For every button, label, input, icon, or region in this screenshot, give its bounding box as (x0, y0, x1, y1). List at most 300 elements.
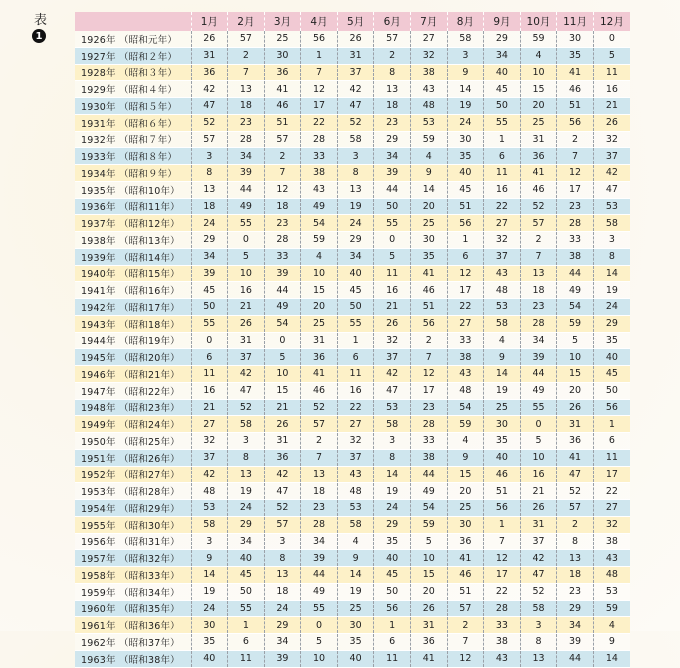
value-cell: 57 (301, 416, 338, 433)
value-cell: 14 (593, 650, 630, 667)
header-month-11: 11月 (557, 12, 594, 31)
value-cell: 13 (301, 466, 338, 483)
value-cell: 29 (374, 516, 411, 533)
value-cell: 37 (228, 349, 265, 366)
value-cell: 8 (228, 449, 265, 466)
table-row (75, 449, 630, 466)
value-cell: 1 (593, 416, 630, 433)
value-cell: 18 (264, 198, 301, 215)
value-cell: 35 (593, 332, 630, 349)
value-cell: 56 (484, 500, 521, 517)
value-cell: 13 (228, 81, 265, 98)
value-cell: 50 (337, 299, 374, 316)
value-cell: 43 (593, 550, 630, 567)
value-cell: 7 (520, 248, 557, 265)
year-cell: 1926年 （昭和元年） (75, 31, 191, 47)
value-cell: 4 (520, 47, 557, 64)
value-cell: 40 (337, 265, 374, 282)
value-cell: 56 (557, 114, 594, 131)
value-cell: 30 (557, 31, 594, 47)
value-cell: 10 (410, 550, 447, 567)
value-cell: 5 (228, 248, 265, 265)
value-cell: 46 (264, 98, 301, 115)
table-row (75, 181, 630, 198)
value-cell: 13 (374, 81, 411, 98)
value-cell: 49 (264, 299, 301, 316)
value-cell: 23 (301, 500, 338, 517)
value-cell: 40 (593, 349, 630, 366)
value-cell: 24 (191, 215, 228, 232)
value-cell: 34 (557, 617, 594, 634)
value-cell: 31 (228, 332, 265, 349)
value-cell: 53 (337, 500, 374, 517)
value-cell: 10 (520, 64, 557, 81)
value-cell: 45 (228, 567, 265, 584)
value-cell: 23 (557, 583, 594, 600)
value-cell: 52 (337, 114, 374, 131)
value-cell: 34 (301, 533, 338, 550)
value-cell: 9 (593, 634, 630, 651)
value-cell: 55 (520, 399, 557, 416)
table-number-badge: 1 (32, 29, 46, 43)
value-cell: 7 (264, 165, 301, 182)
value-cell: 24 (191, 600, 228, 617)
year-cell: 1955年 （昭和30年） (75, 516, 191, 533)
value-cell: 46 (410, 282, 447, 299)
value-cell: 13 (191, 181, 228, 198)
value-cell: 36 (520, 148, 557, 165)
value-cell: 56 (301, 31, 338, 47)
year-cell: 1937年 （昭和12年） (75, 215, 191, 232)
value-cell: 2 (228, 47, 265, 64)
value-cell: 8 (520, 634, 557, 651)
value-cell: 50 (374, 583, 411, 600)
value-cell: 25 (447, 500, 484, 517)
value-cell: 19 (447, 98, 484, 115)
value-cell: 44 (557, 650, 594, 667)
value-cell: 2 (447, 617, 484, 634)
value-cell: 12 (410, 366, 447, 383)
value-cell: 54 (447, 399, 484, 416)
value-cell: 38 (301, 165, 338, 182)
value-cell: 59 (557, 315, 594, 332)
value-cell: 36 (301, 349, 338, 366)
value-cell: 16 (228, 282, 265, 299)
table-row (75, 265, 630, 282)
value-cell: 11 (228, 650, 265, 667)
value-cell: 28 (520, 315, 557, 332)
value-cell: 37 (374, 349, 411, 366)
year-cell: 1930年 （昭和５年） (75, 98, 191, 115)
value-cell: 46 (484, 466, 521, 483)
value-cell: 10 (228, 265, 265, 282)
value-cell: 40 (374, 550, 411, 567)
value-cell: 0 (374, 232, 411, 249)
value-cell: 58 (520, 600, 557, 617)
value-cell: 9 (447, 449, 484, 466)
year-cell: 1933年 （昭和８年） (75, 148, 191, 165)
value-cell: 28 (557, 215, 594, 232)
value-cell: 26 (264, 416, 301, 433)
table-row (75, 148, 630, 165)
value-cell: 7 (228, 64, 265, 81)
value-cell: 23 (264, 215, 301, 232)
value-cell: 3 (374, 433, 411, 450)
year-cell: 1956年 （昭和31年） (75, 533, 191, 550)
year-cell: 1950年 （昭和25年） (75, 433, 191, 450)
value-cell: 27 (447, 315, 484, 332)
value-cell: 5 (374, 248, 411, 265)
value-cell: 13 (557, 550, 594, 567)
table-row (75, 98, 630, 115)
value-cell: 18 (301, 483, 338, 500)
table-row (75, 31, 630, 47)
value-cell: 24 (228, 500, 265, 517)
value-cell: 42 (593, 165, 630, 182)
value-cell: 34 (264, 634, 301, 651)
value-cell: 3 (520, 617, 557, 634)
value-cell: 31 (337, 47, 374, 64)
value-cell: 55 (191, 315, 228, 332)
year-cell: 1945年 （昭和20年） (75, 349, 191, 366)
value-cell: 35 (374, 533, 411, 550)
table-row (75, 332, 630, 349)
value-cell: 7 (301, 64, 338, 81)
value-cell: 11 (374, 265, 411, 282)
value-cell: 44 (410, 466, 447, 483)
value-cell: 57 (374, 31, 411, 47)
value-cell: 14 (374, 466, 411, 483)
value-cell: 36 (410, 634, 447, 651)
table-row (75, 634, 630, 651)
value-cell: 59 (447, 416, 484, 433)
year-cell: 1941年 （昭和16年） (75, 282, 191, 299)
value-cell: 8 (337, 165, 374, 182)
value-cell: 41 (447, 550, 484, 567)
value-cell: 34 (337, 248, 374, 265)
value-cell: 39 (264, 265, 301, 282)
value-cell: 8 (374, 449, 411, 466)
value-cell: 11 (593, 64, 630, 81)
value-cell: 37 (520, 533, 557, 550)
value-cell: 8 (191, 165, 228, 182)
value-cell: 4 (447, 433, 484, 450)
value-cell: 17 (410, 382, 447, 399)
value-cell: 50 (228, 583, 265, 600)
value-cell: 4 (593, 617, 630, 634)
value-cell: 35 (410, 248, 447, 265)
value-cell: 50 (374, 198, 411, 215)
value-cell: 20 (447, 483, 484, 500)
value-cell: 1 (337, 332, 374, 349)
value-cell: 38 (484, 634, 521, 651)
value-cell: 19 (337, 198, 374, 215)
value-cell: 27 (484, 215, 521, 232)
header-month-1: 1月 (191, 12, 228, 31)
value-cell: 8 (593, 248, 630, 265)
value-cell: 30 (264, 47, 301, 64)
value-cell: 24 (447, 114, 484, 131)
value-cell: 35 (447, 148, 484, 165)
value-cell: 21 (593, 98, 630, 115)
value-cell: 17 (484, 567, 521, 584)
value-cell: 32 (337, 433, 374, 450)
value-cell: 15 (557, 366, 594, 383)
value-cell: 20 (410, 583, 447, 600)
value-cell: 58 (191, 516, 228, 533)
value-cell: 39 (264, 650, 301, 667)
value-cell: 1 (484, 131, 521, 148)
value-cell: 50 (484, 98, 521, 115)
value-cell: 32 (593, 516, 630, 533)
value-cell: 17 (301, 98, 338, 115)
value-cell: 26 (191, 31, 228, 47)
value-cell: 17 (593, 466, 630, 483)
year-cell: 1938年 （昭和13年） (75, 232, 191, 249)
year-cell: 1940年 （昭和15年） (75, 265, 191, 282)
value-cell: 40 (228, 550, 265, 567)
header-month-4: 4月 (301, 12, 338, 31)
year-month-table (75, 12, 630, 668)
value-cell: 6 (191, 349, 228, 366)
value-cell: 30 (337, 617, 374, 634)
value-cell: 46 (520, 181, 557, 198)
value-cell: 34 (228, 148, 265, 165)
value-cell: 20 (557, 382, 594, 399)
value-cell: 39 (520, 349, 557, 366)
value-cell: 1 (374, 617, 411, 634)
value-cell: 28 (484, 600, 521, 617)
value-cell: 2 (264, 148, 301, 165)
value-cell: 10 (301, 265, 338, 282)
value-cell: 52 (191, 114, 228, 131)
value-cell: 38 (410, 64, 447, 81)
table-row (75, 567, 630, 584)
value-cell: 9 (337, 550, 374, 567)
value-cell: 58 (593, 215, 630, 232)
value-cell: 55 (374, 215, 411, 232)
value-cell: 39 (228, 165, 265, 182)
value-cell: 44 (557, 265, 594, 282)
value-cell: 3 (337, 148, 374, 165)
value-cell: 46 (557, 81, 594, 98)
value-cell: 14 (447, 81, 484, 98)
value-cell: 0 (520, 416, 557, 433)
value-cell: 57 (191, 131, 228, 148)
header-month-10: 10月 (520, 12, 557, 31)
value-cell: 15 (410, 567, 447, 584)
value-cell: 12 (557, 165, 594, 182)
value-cell: 19 (228, 483, 265, 500)
value-cell: 48 (410, 98, 447, 115)
year-cell: 1949年 （昭和24年） (75, 416, 191, 433)
value-cell: 6 (447, 248, 484, 265)
table-label (32, 14, 58, 43)
year-cell: 1953年 （昭和28年） (75, 483, 191, 500)
value-cell: 37 (337, 64, 374, 81)
value-cell: 57 (264, 516, 301, 533)
value-cell: 59 (520, 31, 557, 47)
value-cell: 29 (264, 617, 301, 634)
value-cell: 45 (447, 181, 484, 198)
value-cell: 32 (593, 131, 630, 148)
value-cell: 7 (447, 634, 484, 651)
value-cell: 42 (228, 366, 265, 383)
value-cell: 26 (374, 315, 411, 332)
value-cell: 5 (593, 47, 630, 64)
value-cell: 24 (374, 500, 411, 517)
value-cell: 56 (374, 600, 411, 617)
value-cell: 43 (447, 366, 484, 383)
value-cell: 6 (337, 349, 374, 366)
year-cell: 1944年 （昭和19年） (75, 332, 191, 349)
value-cell: 31 (557, 416, 594, 433)
year-cell: 1962年 （昭和37年） (75, 634, 191, 651)
value-cell: 53 (593, 198, 630, 215)
year-cell: 1942年 （昭和17年） (75, 299, 191, 316)
value-cell: 29 (593, 315, 630, 332)
value-cell: 18 (557, 567, 594, 584)
value-cell: 28 (228, 131, 265, 148)
value-cell: 54 (301, 215, 338, 232)
value-cell: 54 (410, 500, 447, 517)
value-cell: 42 (264, 466, 301, 483)
value-cell: 43 (484, 650, 521, 667)
value-cell: 2 (410, 332, 447, 349)
value-cell: 45 (337, 282, 374, 299)
value-cell: 25 (301, 315, 338, 332)
value-cell: 3 (191, 533, 228, 550)
value-cell: 53 (593, 583, 630, 600)
table-row (75, 583, 630, 600)
value-cell: 42 (191, 466, 228, 483)
value-cell: 27 (337, 416, 374, 433)
header-month-2: 2月 (228, 12, 265, 31)
value-cell: 41 (410, 265, 447, 282)
year-cell: 1963年 （昭和38年） (75, 650, 191, 667)
value-cell: 22 (301, 114, 338, 131)
value-cell: 35 (557, 47, 594, 64)
year-cell: 1927年 （昭和２年） (75, 47, 191, 64)
value-cell: 46 (447, 567, 484, 584)
value-cell: 7 (484, 533, 521, 550)
value-cell: 12 (484, 550, 521, 567)
value-cell: 16 (374, 282, 411, 299)
table-row (75, 232, 630, 249)
value-cell: 18 (520, 282, 557, 299)
value-cell: 37 (191, 449, 228, 466)
value-cell: 23 (228, 114, 265, 131)
value-cell: 23 (557, 198, 594, 215)
value-cell: 34 (484, 47, 521, 64)
value-cell: 12 (447, 265, 484, 282)
value-cell: 5 (410, 533, 447, 550)
value-cell: 51 (410, 299, 447, 316)
value-cell: 37 (593, 148, 630, 165)
value-cell: 17 (557, 181, 594, 198)
value-cell: 39 (557, 634, 594, 651)
value-cell: 31 (301, 332, 338, 349)
value-cell: 8 (557, 533, 594, 550)
value-cell: 29 (374, 131, 411, 148)
value-cell: 55 (301, 600, 338, 617)
value-cell: 52 (557, 483, 594, 500)
value-cell: 13 (520, 650, 557, 667)
value-cell: 4 (484, 332, 521, 349)
value-cell: 1 (301, 47, 338, 64)
value-cell: 13 (520, 265, 557, 282)
value-cell: 9 (447, 64, 484, 81)
value-cell: 27 (593, 500, 630, 517)
value-cell: 18 (374, 98, 411, 115)
table-row (75, 366, 630, 383)
value-cell: 11 (374, 650, 411, 667)
value-cell: 59 (301, 232, 338, 249)
value-cell: 36 (447, 533, 484, 550)
value-cell: 14 (484, 366, 521, 383)
value-cell: 40 (484, 64, 521, 81)
value-cell: 45 (484, 81, 521, 98)
value-cell: 48 (447, 382, 484, 399)
value-cell: 3 (264, 533, 301, 550)
value-cell: 19 (337, 583, 374, 600)
value-cell: 38 (593, 533, 630, 550)
table-row (75, 483, 630, 500)
year-cell: 1946年 （昭和21年） (75, 366, 191, 383)
year-cell: 1948年 （昭和23年） (75, 399, 191, 416)
value-cell: 20 (520, 98, 557, 115)
value-cell: 49 (410, 483, 447, 500)
header-year-cell (75, 12, 191, 31)
value-cell: 56 (593, 399, 630, 416)
table-row (75, 650, 630, 667)
table-body (75, 31, 630, 667)
year-cell: 1932年 （昭和７年） (75, 131, 191, 148)
value-cell: 0 (264, 332, 301, 349)
value-cell: 56 (447, 215, 484, 232)
value-cell: 47 (264, 483, 301, 500)
value-cell: 54 (264, 315, 301, 332)
value-cell: 30 (410, 232, 447, 249)
year-cell: 1939年 （昭和14年） (75, 248, 191, 265)
table-row (75, 466, 630, 483)
value-cell: 57 (228, 31, 265, 47)
value-cell: 46 (301, 382, 338, 399)
header-month-5: 5月 (337, 12, 374, 31)
header-month-3: 3月 (264, 12, 301, 31)
value-cell: 43 (484, 265, 521, 282)
value-cell: 21 (191, 399, 228, 416)
value-cell: 3 (228, 433, 265, 450)
value-cell: 47 (191, 98, 228, 115)
value-cell: 16 (593, 81, 630, 98)
value-cell: 27 (410, 31, 447, 47)
value-cell: 35 (337, 634, 374, 651)
value-cell: 55 (337, 315, 374, 332)
value-cell: 52 (520, 198, 557, 215)
value-cell: 9 (484, 349, 521, 366)
table-header (75, 12, 630, 31)
value-cell: 20 (410, 198, 447, 215)
value-cell: 36 (191, 64, 228, 81)
value-cell: 43 (301, 181, 338, 198)
table-row (75, 516, 630, 533)
value-cell: 7 (410, 349, 447, 366)
value-cell: 5 (557, 332, 594, 349)
table-label-char: 表 (34, 13, 48, 28)
value-cell: 29 (337, 232, 374, 249)
value-cell: 4 (410, 148, 447, 165)
